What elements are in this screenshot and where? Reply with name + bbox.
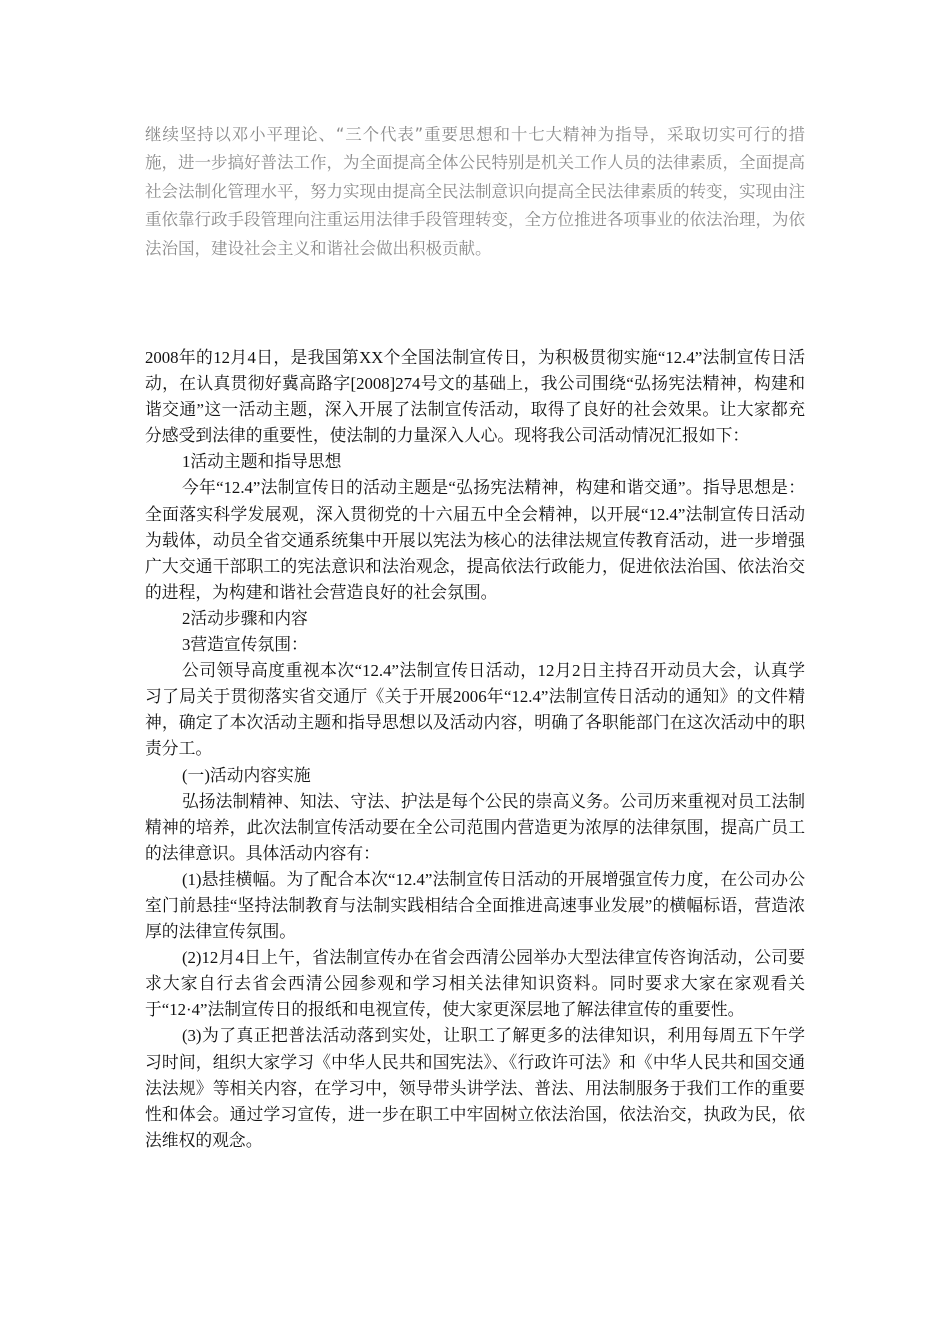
list-item-banner: (1)悬挂横幅。为了配合本次“12.4”法制宣传日活动的开展增强宣传力度，在公司办公室门前悬挂“坚持法制教育与法制实践相结合全面推进高速事业发展”的横幅标语，营造浓厚的法律宣传氛围。 — [145, 869, 805, 942]
implementation-paragraph: 弘扬法制精神、知法、守法、护法是每个公民的崇高义务。公司历来重视对员工法制精神的培养，此次法制宣传活动要在全公司范围内营造更为浓厚的法律氛围，提高广员工的法律意识。具体活动内容有： — [145, 791, 805, 863]
opening-paragraph: 2008年的12月4日，是我国第XX个全国法制宣传日，为积极贯彻实施“12.4”法制宣传日活动，在认真贯彻好冀高路字[2008]274号文的基础上，我公司围绕“弘扬宪法精神，构建和谐交通”这一活动主题，深入开展了法制宣传活动，取得了良好的社会效果。让大家都充分感受到法律的重要性，使法制的力量深入人心。现将我公司活动情况汇报如下： — [145, 348, 805, 446]
intro-section — [145, 121, 805, 263]
list-item-study: (3)为了真正把普法活动落到实处，让职工了解更多的法律知识，利用每周五下午学习时间，组织大家学习《中华人民共和国宪法》、《行政许可法》和《中华人民共和国交通法法规》等相关内容，在学习中，领导带头讲学法、普法、用法制服务于我们工作的重要性和体会。通过学习宣传，进一步在职工中牢固树立依法治国，依法治交，执政为民，依法维权的观念。 — [145, 1026, 805, 1150]
section-heading-implementation: (一)活动内容实施 — [181, 765, 311, 785]
section-heading-atmosphere: 3营造宣传氛围： — [181, 635, 308, 655]
list-item-consultation: (2)12月4日上午，省法制宣传办在省会西清公园举办大型法律宣传咨询活动，公司要求大家自行去省会西清公园参观和学习相关法律知识资料。同时要求大家在家观看关于“12·4”法制宣传日的报纸和电视宣传，使大家更深层地了解法律宣传的重要性。 — [145, 948, 805, 1020]
section-heading-theme: 1活动主题和指导思想 — [181, 452, 342, 472]
atmosphere-paragraph: 公司领导高度重视本次“12.4”法制宣传日活动，12月2日主持召开动员大会，认真学习了局关于贯彻落实省交通厅《关于开展2006年“12.4”法制宣传日活动的通知》的文件精神，确定了本次活动主题和指导思想以及活动内容，明确了各职能部门在这次活动中的职责分工。 — [145, 661, 805, 759]
intro-paragraph: 继续坚持以邓小平理论、“三个代表”重要思想和十七大精神为指导，采取切实可行的措施，进一步搞好普法工作，为全面提高全体公民特别是机关工作人员的法律素质，全面提高社会法制化管理水平，努力实现由提高全民法制意识向提高全民法律素质的转变，实现由注重依靠行政手段管理向注重运用法律手段管理转变，全方位推进各项事业的依法治理，为依法治国，建设社会主义和谐社会做出积极贡献。 — [145, 125, 805, 258]
theme-paragraph: 今年“12.4”法制宣传日的活动主题是“弘扬宪法精神，构建和谐交通”。指导思想是：全面落实科学发展观，深入贯彻党的十六届五中全会精神，以开展“12.4”法制宣传日活动为载体，动员全省交通系统集中开展以宪法为核心的法律法规宣传教育活动，进一步增强广大交通干部职工的宪法意识和法治观念，提高依法行政能力，促进依法治国、依法治交的进程，为构建和谐社会营造良好的社会氛围。 — [145, 478, 805, 602]
section-heading-steps: 2活动步骤和内容 — [181, 608, 308, 628]
report-section — [145, 345, 805, 1154]
